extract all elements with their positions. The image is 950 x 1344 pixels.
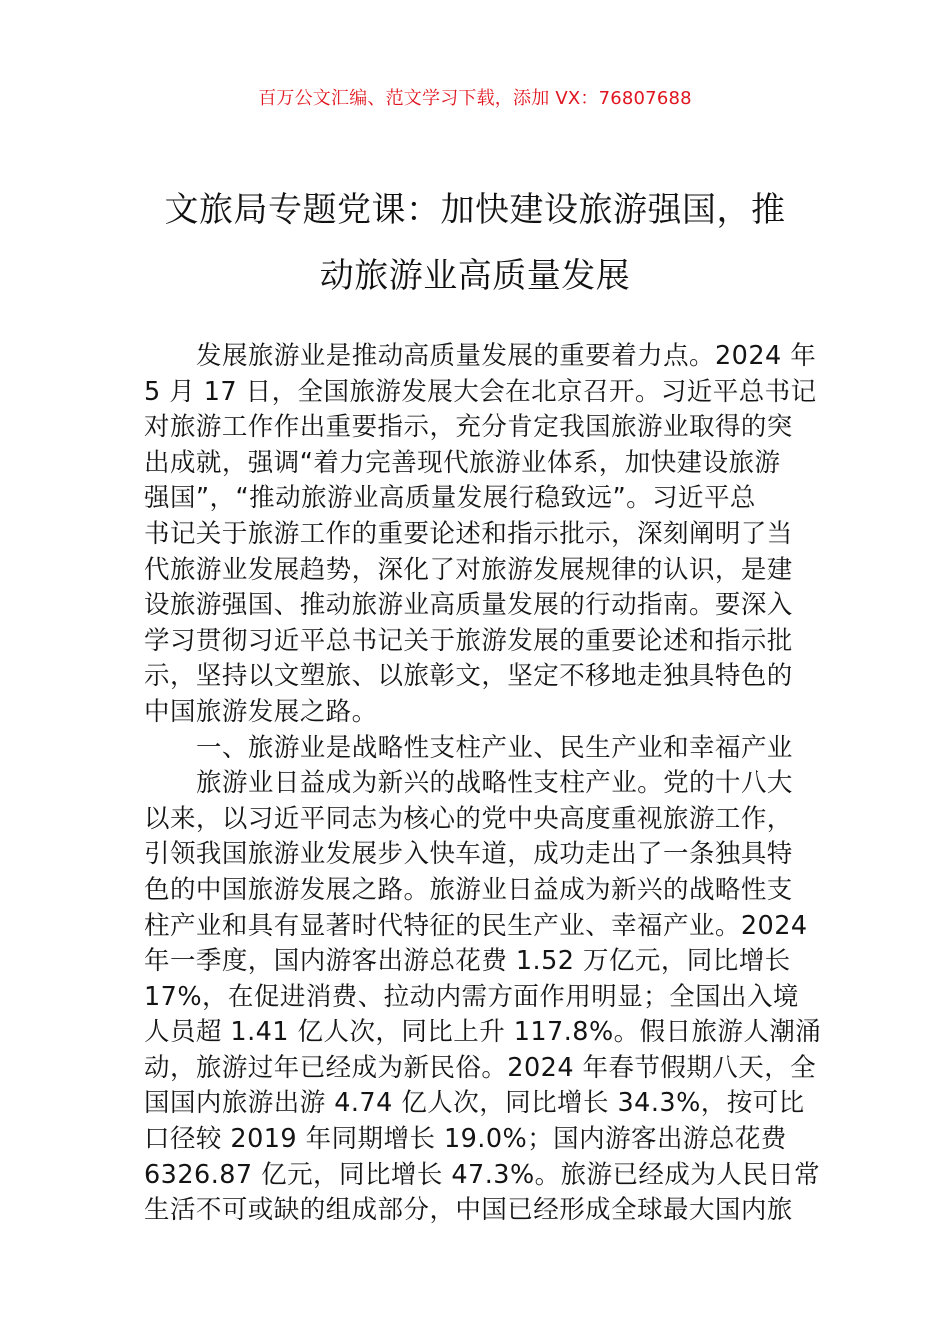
body-text-line: 以来，以习近平同志为核心的党中央高度重视旅游工作， — [144, 803, 793, 834]
body-text-line: 引领我国旅游业发展步入快车道，成功走出了一条独具特 — [144, 839, 793, 870]
body-text-line: 生活不可或缺的组成部分，中国已经形成全球最大国内旅 — [144, 1195, 793, 1226]
body-text-line: 强国”，“推动旅游业高质量发展行稳致远”。习近平总 — [144, 483, 756, 514]
body-text-line: 人员超 1.41 亿人次，同比上升 117.8%。假日旅游人潮涌 — [144, 1017, 822, 1048]
body-text-line: 一、旅游业是战略性支柱产业、民生产业和幸福产业 — [196, 732, 793, 763]
header-promo-note: 百万公文汇编、范文学习下载，添加 VX：76807688 — [258, 88, 692, 109]
document-title-line-1: 文旅局专题党课：加快建设旅游强国，推 — [164, 190, 786, 230]
body-text-line: 学习贯彻习近平总书记关于旅游发展的重要论述和指示批 — [144, 625, 793, 656]
body-text-line: 口径较 2019 年同期增长 19.0%；国内游客出游总花费 — [144, 1124, 787, 1155]
body-text-line: 对旅游工作作出重要指示，充分肯定我国旅游业取得的突 — [144, 412, 793, 443]
document-body — [144, 339, 822, 1229]
body-text-line: 发展旅游业是推动高质量发展的重要着力点。2024 年 — [196, 341, 817, 371]
body-text-line: 中国旅游发展之路。 — [144, 696, 378, 727]
document-title-line-2: 动旅游业高质量发展 — [319, 256, 631, 296]
body-text-line: 色的中国旅游发展之路。旅游业日益成为新兴的战略性支 — [144, 874, 793, 905]
body-text-line: 5 月 17 日，全国旅游发展大会在北京召开。习近平总书记 — [144, 376, 817, 407]
body-text-line: 旅游业日益成为新兴的战略性支柱产业。党的十八大 — [196, 768, 793, 799]
body-text-line: 国国内旅游出游 4.74 亿人次，同比增长 34.3%，按可比 — [144, 1088, 805, 1119]
body-text-line: 示，坚持以文塑旅、以旅彰文，坚定不移地走独具特色的 — [144, 661, 793, 692]
body-text-line: 设旅游强国、推动旅游业高质量发展的行动指南。要深入 — [144, 590, 793, 621]
body-text-line: 代旅游业发展趋势，深化了对旅游发展规律的认识，是建 — [144, 554, 793, 585]
body-text-line: 书记关于旅游工作的重要论述和指示批示，深刻阐明了当 — [144, 518, 793, 549]
body-text-line: 年一季度，国内游客出游总花费 1.52 万亿元，同比增长 — [144, 946, 791, 977]
body-text-line: 出成就，强调“着力完善现代旅游业体系，加快建设旅游 — [144, 447, 781, 478]
body-text-line: 6326.87 亿元，同比增长 47.3%。旅游已经成为人民日常 — [144, 1159, 821, 1190]
body-text-line: 动，旅游过年已经成为新民俗。2024 年春节假期八天，全 — [144, 1052, 817, 1083]
body-text-line: 柱产业和具有显著时代特征的民生产业、幸福产业。2024 — [144, 910, 808, 941]
body-text-line: 17%，在促进消费、拉动内需方面作用明显；全国出入境 — [144, 981, 799, 1012]
